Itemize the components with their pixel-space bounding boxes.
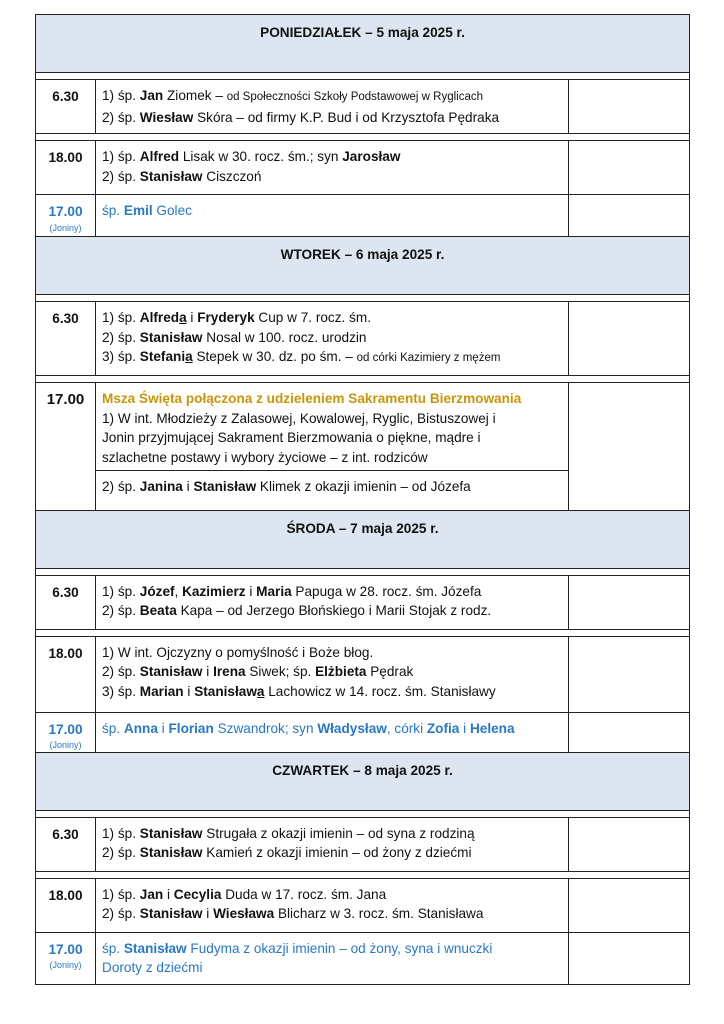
mass-intention: Msza Święta połączona z udzieleniem Sakramentu Bierzmowania 1) W int. Młodzieży z Zalasowej, Kowalowej, Ryglic, Bistuszowej i Jonin przyjmującej Sakrament Bierzmowania o piękne, mądre i szlachetne postawy i wybory życiowe – z int. rodziców (96, 383, 569, 470)
mass-row (36, 878, 690, 932)
mass-time: 18.00 (36, 878, 96, 932)
location-label: (Joniny) (49, 222, 82, 233)
mass-time: 6.30 (36, 302, 96, 376)
mass-time: 18.00 (36, 141, 96, 195)
mass-intention: śp. Emil Golec (96, 195, 569, 237)
notes-cell (569, 141, 690, 195)
notes-cell (569, 575, 690, 629)
notes-cell (569, 878, 690, 932)
mass-time: 6.30 (36, 575, 96, 629)
day-title: CZWARTEK – 8 maja 2025 r. (272, 762, 453, 778)
mass-row-confirmation (36, 383, 690, 470)
confirmation-heading: Msza Święta połączona z udzieleniem Sakramentu Bierzmowania (102, 391, 522, 407)
location-label: (Joniny) (49, 740, 82, 751)
notes-cell (569, 80, 690, 134)
notes-cell (569, 932, 690, 984)
notes-cell (569, 817, 690, 871)
mass-time: 6.30 (36, 80, 96, 134)
mass-time: 17.00 (36, 383, 96, 510)
mass-intention: śp. Stanisław Fudyma z okazji imienin – od żony, syna i wnuczki Doroty z dziećmi (96, 932, 569, 984)
mass-intention: 1) śp. Jan i Cecylia Duda w 17. rocz. śm. Jana 2) śp. Stanisław i Wiesława Blicharz w 3. rocz. śm. Stanisława (96, 878, 569, 932)
day-header-tuesday (36, 237, 690, 295)
mass-intention: 1) śp. Alfreda i Fryderyk Cup w 7. rocz. śm. 2) śp. Stanisław Nosal w 100. rocz. urodzin 3) śp. Stefania Stepek w 30. dz. po śm. – od córki Kazimiery z mężem (96, 302, 569, 376)
mass-row (36, 817, 690, 871)
day-title: ŚRODA – 7 maja 2025 r. (286, 520, 439, 536)
mass-intention: 2) śp. Janina i Stanisław Klimek z okazji imienin – od Józefa (96, 470, 569, 510)
mass-row (36, 80, 690, 134)
mass-intention: 1) śp. Jan Ziomek – od Społeczności Szkoły Podstawowej w Ryglicach 2) śp. Wiesław Skóra – od firmy K.P. Bud i od Krzysztofa Pędraka (96, 80, 569, 134)
day-header-wednesday (36, 510, 690, 568)
day-title: WTOREK – 6 maja 2025 r. (280, 247, 445, 263)
day-header-monday (36, 15, 690, 73)
mass-intention: 1) śp. Józef, Kazimierz i Maria Papuga w 28. rocz. śm. Józefa 2) śp. Beata Kapa – od Jerzego Błońskiego i Marii Stojak z rodz. (96, 575, 569, 629)
mass-intention: śp. Anna i Florian Szwandrok; syn Władysław, córki Zofia i Helena (96, 712, 569, 752)
mass-row (36, 636, 690, 712)
notes-cell (569, 302, 690, 376)
notes-cell (569, 383, 690, 510)
mass-row-joniny (36, 932, 690, 984)
mass-time: 17.00 (Joniny) (36, 195, 96, 237)
mass-row (36, 575, 690, 629)
mass-row-joniny (36, 712, 690, 752)
mass-intention: 1) śp. Alfred Lisak w 30. rocz. śm.; syn Jarosław 2) śp. Stanisław Ciszczoń (96, 141, 569, 195)
notes-cell (569, 636, 690, 712)
day-title: PONIEDZIAŁEK – 5 maja 2025 r. (260, 25, 465, 40)
mass-row (36, 302, 690, 376)
mass-row (36, 141, 690, 195)
notes-cell (569, 195, 690, 237)
day-header-thursday (36, 752, 690, 810)
notes-cell (569, 712, 690, 752)
mass-intention: 1) śp. Stanisław Strugała z okazji imienin – od syna z rodziną 2) śp. Stanisław Kamień z okazji imienin – od żony z dziećmi (96, 817, 569, 871)
mass-time: 18.00 (36, 636, 96, 712)
mass-row-joniny (36, 195, 690, 237)
mass-time: 6.30 (36, 817, 96, 871)
mass-time: 17.00 (Joniny) (36, 712, 96, 752)
mass-intentions-table (35, 14, 690, 985)
mass-intention: 1) W int. Ojczyzny o pomyślność i Boże błog. 2) śp. Stanisław i Irena Siwek; śp. Elżbieta Pędrak 3) śp. Marian i Stanisława Lachowicz w 14. rocz. śm. Stanisławy (96, 636, 569, 712)
location-label: (Joniny) (49, 960, 82, 971)
mass-time: 17.00 (Joniny) (36, 932, 96, 984)
